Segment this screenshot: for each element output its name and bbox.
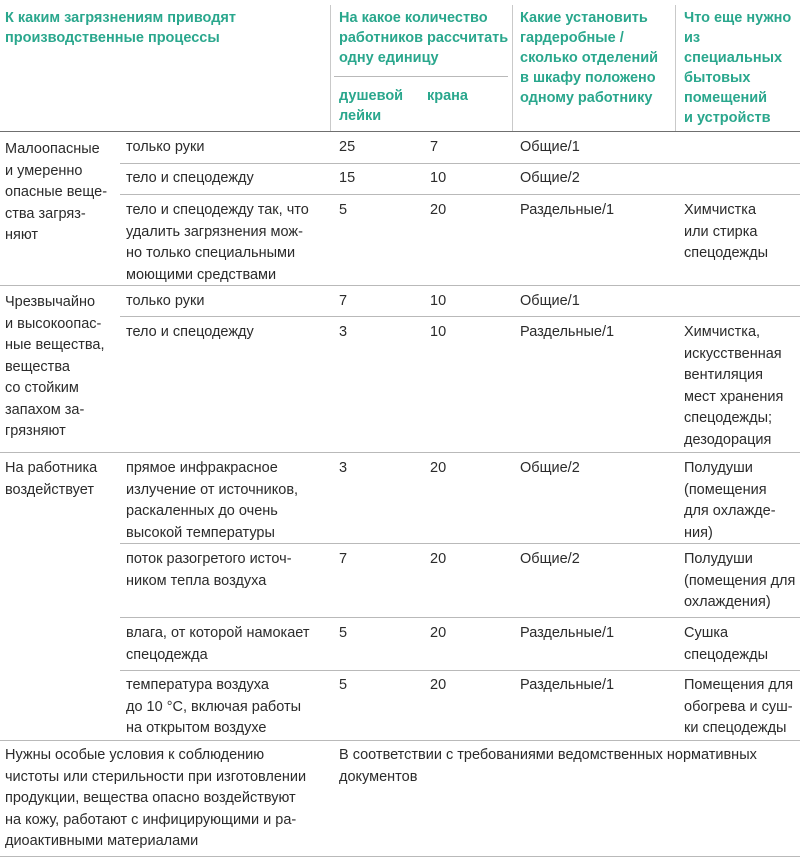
table-cell-shower: 3 [339,324,348,340]
table-cell-wardrobe: Раздельные/1 [520,324,615,340]
table-cell-extra: Химчистка или стирка спецодежды [684,202,768,261]
header-wardrobe: Какие установить гардеробные / сколько отделений в шкафу положено одному работнику [520,10,659,106]
table-cell-wardrobe: Общие/2 [520,460,580,476]
group-category: Малоопасные и умеренно опасные веще- ства загряз- няют [5,141,108,243]
footer-requirement: В соответствии с требованиями ведомственных нормативных документов [339,747,757,785]
header-shower: душевой лейки [339,88,404,124]
table-cell-tap: 7 [430,139,439,155]
footer-condition: Нужны особые условия к соблюдению чистоты или стерильности при изготовлении продукции, вещества опасно воздействуют на кожу, работают с инфицирующими и ра- диоактивными материалами [5,747,307,849]
table-cell-condition: прямое инфракрасное излучение от источников, раскаленных до очень высокой температуры [126,460,299,541]
group-divider [0,740,800,741]
table-cell-wardrobe: Общие/1 [520,293,580,309]
table-cell-extra: Полудуши (помещения для охлажде- ния) [684,460,776,541]
table-cell-extra: Полудуши (помещения для охлаждения) [684,551,796,610]
header-divider [675,5,676,131]
table-cell-extra: Химчистка, искусственная вентиляция мест хранения спецодежды; дезодорация [684,324,784,448]
table-cell-tap: 10 [430,293,447,309]
table-cell-shower: 5 [339,677,348,693]
header-subdivider [334,76,508,77]
table-cell-tap: 20 [430,625,447,641]
header-contamination: К каким загрязнениям приводят производственные процессы [5,10,236,46]
row-divider [120,670,800,671]
row-divider [120,617,800,618]
table-cell-condition: только руки [126,293,205,309]
group-divider [0,285,800,286]
row-divider [120,543,800,544]
group-category: На работника воздействует [5,460,98,498]
table-cell-tap: 10 [430,324,447,340]
table-cell-tap: 10 [430,170,447,186]
table-bottom-rule [0,856,800,857]
header-divider [330,5,331,131]
row-divider [120,163,800,164]
table-cell-shower: 25 [339,139,356,155]
table-cell-condition: влага, от которой намокает спецодежда [126,625,310,663]
table-cell-tap: 20 [430,460,447,476]
table-cell-condition: температура воздуха до 10 °С, включая работы на открытом воздухе [126,677,302,736]
group-category: Чрезвычайно и высокоопас- ные вещества, вещества со стойким запахом за- грязняют [5,294,105,439]
header-extra: Что еще нужно из специальных бытовых помещений и устройств [684,10,792,126]
header-divider [512,5,513,131]
table-cell-wardrobe: Раздельные/1 [520,202,615,218]
table-cell-condition: тело и спецодежду так, что удалить загрязнения мож- но только специальными моющими средствами [126,202,309,283]
table-cell-shower: 15 [339,170,356,186]
table-cell-extra: Помещения для обогрева и суш- ки спецодежды [684,677,794,736]
table-cell-tap: 20 [430,677,447,693]
table-cell-tap: 20 [430,551,447,567]
header-tap: крана [427,88,469,104]
table-cell-wardrobe: Общие/1 [520,139,580,155]
table-cell-condition: только руки [126,139,205,155]
table-cell-wardrobe: Общие/2 [520,551,580,567]
table-cell-shower: 7 [339,551,348,567]
group-divider [0,452,800,453]
table-cell-condition: поток разогретого источ- ником тепла воздуха [126,551,292,589]
row-divider [120,194,800,195]
table-cell-shower: 3 [339,460,348,476]
table-cell-wardrobe: Раздельные/1 [520,677,615,693]
header-workers-per-unit: На какое количество работников рассчитать одну единицу [339,10,509,66]
table-cell-shower: 5 [339,202,348,218]
row-divider [120,316,800,317]
table-cell-wardrobe: Раздельные/1 [520,625,615,641]
table-cell-condition: тело и спецодежду [126,170,254,186]
table-cell-shower: 7 [339,293,348,309]
table-cell-condition: тело и спецодежду [126,324,254,340]
table-cell-tap: 20 [430,202,447,218]
header-bottom-rule [0,131,800,132]
table-cell-wardrobe: Общие/2 [520,170,580,186]
table-cell-extra: Сушка спецодежды [684,625,768,663]
table-cell-shower: 5 [339,625,348,641]
